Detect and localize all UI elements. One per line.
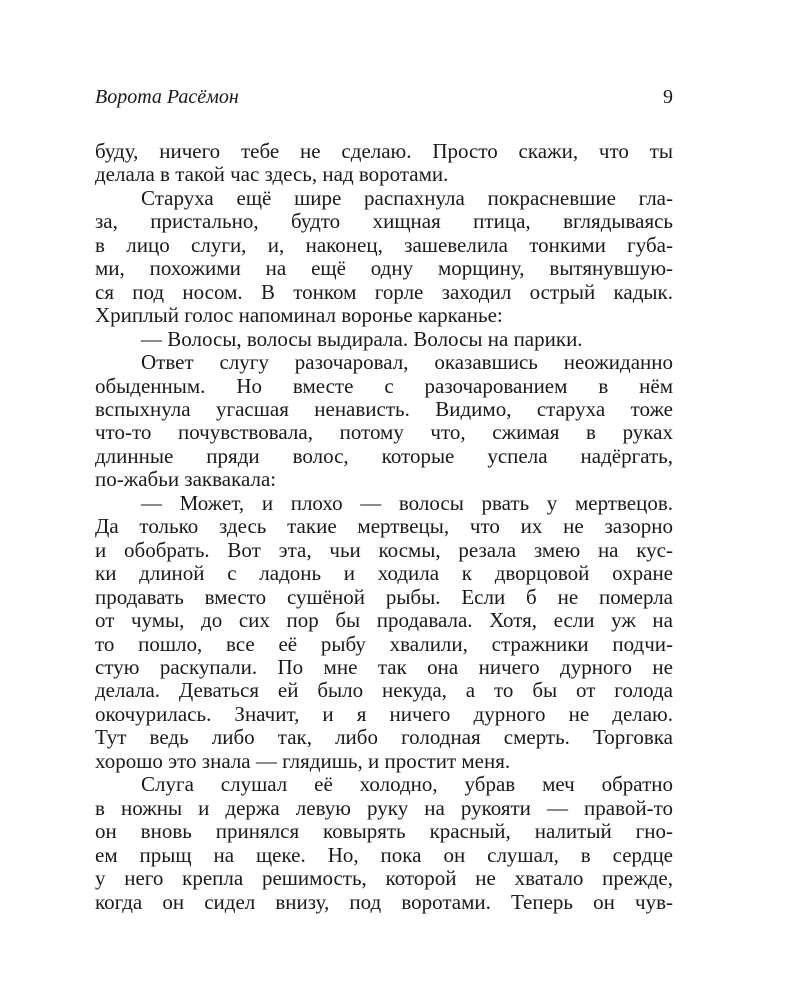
text-line: у него крепла решимость, которой не хватало прежде, (95, 866, 673, 891)
text-line: — Волосы, волосы выдирала. Волосы на парики. (141, 326, 583, 351)
page-header (95, 86, 673, 112)
text-line: делала в такой час здесь, над воротами. (95, 162, 449, 187)
text-line: от чумы, до сих пор бы продавала. Хотя, если уж на (95, 608, 673, 633)
body-text (95, 140, 673, 914)
text-line: в ножны и держа левую руку на рукояти — правой-то (95, 795, 673, 820)
text-line: Да только здесь такие мертвецы, что их не зазорно (95, 514, 673, 539)
text-line: стую раскупали. По мне так она ничего дурного не (95, 654, 673, 679)
text-line: делала. Деваться ей было некуда, а то бы от голода (95, 678, 673, 703)
paragraph (95, 492, 673, 773)
paragraph (95, 328, 673, 351)
paragraph (95, 187, 673, 328)
text-line: — Может, и плохо — волосы рвать у мертвецов. (141, 490, 673, 515)
text-line: вспыхнула угасшая ненависть. Видимо, старуха тоже (95, 396, 673, 421)
text-line: окочурилась. Значит, и я ничего дурного не делаю. (95, 701, 673, 726)
running-title: Ворота Расёмон (95, 86, 239, 108)
text-line: и обобрать. Вот эта, чьи космы, резала змею на кус- (95, 537, 673, 562)
text-line: ми, похожими на ещё одну морщину, вытянувшую- (95, 256, 673, 281)
text-line: то пошло, все её рыбу хвалили, стражники подчи- (95, 631, 673, 656)
text-line: продавать вместо сушёной рыбы. Если б не померла (95, 584, 673, 609)
text-line: когда он сидел внизу, под воротами. Теперь он чув- (95, 889, 673, 914)
text-line: ся под носом. В тонком горле заходил острый кадык. (95, 279, 673, 304)
paragraph (95, 773, 673, 914)
text-line: Слуга слушал её холодно, убрав меч обратно (141, 772, 673, 797)
text-line: буду, ничего тебе не сделаю. Просто скажи, что ты (95, 139, 673, 163)
text-line: Старуха ещё шире распахнула покрасневшие гла- (141, 185, 673, 210)
text-line: за, пристально, будто хищная птица, вглядываясь (95, 209, 673, 234)
book-page (95, 86, 673, 914)
text-line: в лицо слуги, и, наконец, зашевелила тонкими губа- (95, 232, 673, 257)
paragraph (95, 351, 673, 492)
text-line: Тут ведь либо так, либо голодная смерть. Торговка (95, 725, 673, 750)
text-line: он вновь принялся ковырять красный, налитый гно- (95, 819, 673, 844)
text-line: Хриплый голос напоминал воронье карканье: (95, 303, 503, 328)
text-line: ки длиной с ладонь и ходила к дворцовой охране (95, 561, 673, 586)
text-line: что-то почувствовала, потому что, сжимая в руках (95, 420, 673, 445)
page-number: 9 (663, 86, 673, 108)
text-line: обыденным. Но вместе с разочарованием в нём (95, 373, 673, 398)
paragraph (95, 140, 673, 187)
text-line: хорошо это знала — глядишь, и простит меня. (95, 748, 511, 773)
text-line: Ответ слугу разочаровал, оказавшись неожиданно (141, 350, 673, 375)
text-line: по-жабьи заквакала: (95, 467, 277, 492)
text-line: длинные пряди волос, которые успела надёргать, (95, 443, 673, 468)
text-line: ем прыщ на щеке. Но, пока он слушал, в сердце (95, 842, 673, 867)
